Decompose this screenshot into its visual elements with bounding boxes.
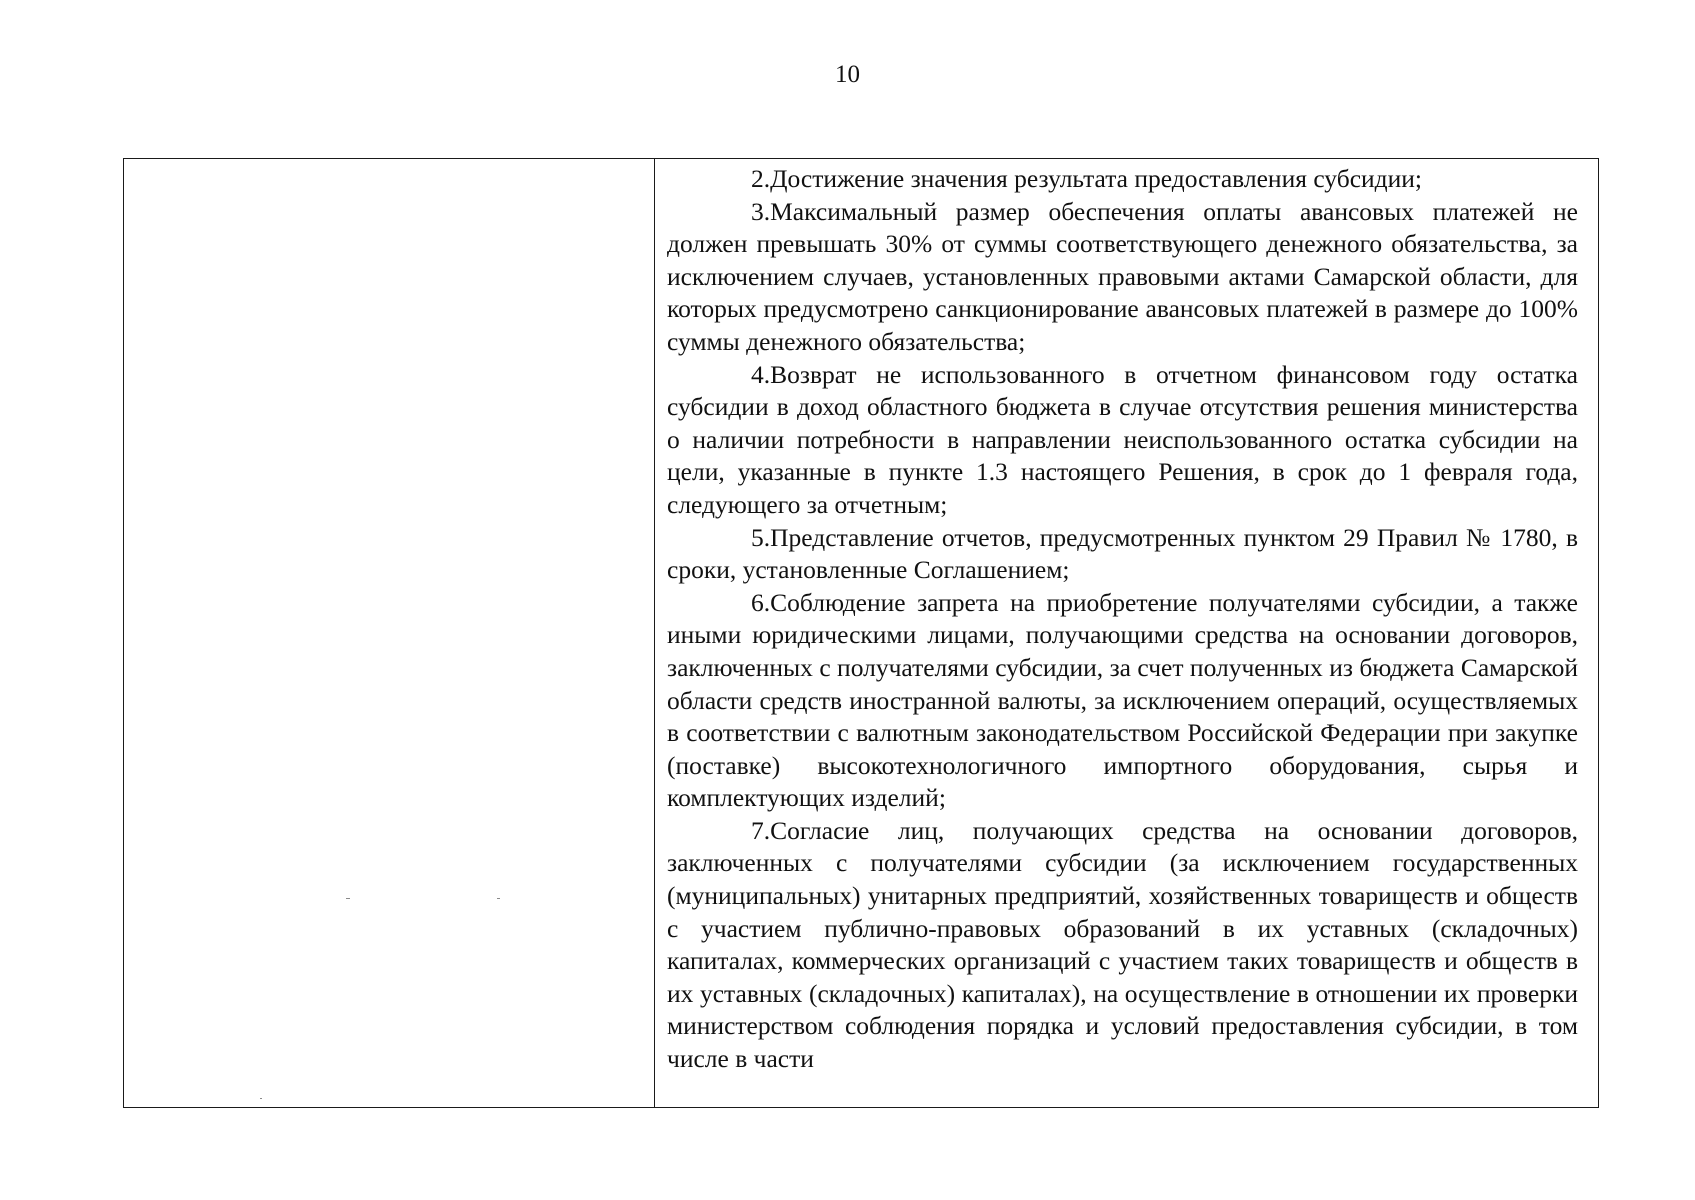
- list-item: [667, 815, 1578, 1076]
- table-right-cell: [655, 159, 1598, 1107]
- item-text: Максимальный размер обеспечения оплаты авансовых платежей не должен превышать 30% от суммы соответствующего денежного обязательства, за исключением случаев, установленных правовыми актами Самарской области, для которых предусмотрено санкционирование авансовых платежей в размере до 100% суммы денежного обязательства;: [667, 196, 1578, 356]
- item-number: 6.: [751, 587, 771, 617]
- item-text: Достижение значения результата предоставления субсидии;: [770, 164, 1423, 193]
- item-text: Соблюдение запрета на приобретение получателями субсидии, а также иными юридическими лицами, получающими средства на основании договоров, заключенных с получателями субсидии, за счет полученных из бюджета Самарской области средств иностранной валюты, за исключением операций, осуществляемых в соответствии с валютным законодательством Российской Федерации при закупке (поставке) высокотехнологичного импортного оборудования, сырья и комплектующих изделий;: [667, 587, 1578, 813]
- item-number: 5.: [751, 522, 771, 552]
- list-item: [667, 359, 1578, 522]
- list-item: [667, 196, 1578, 359]
- table-left-cell: [124, 159, 655, 1107]
- item-text: Возврат не использованного в отчетном финансовом году остатка субсидии в доход областного бюджета в случае отсутствия решения министерства о наличии потребности в направлении неиспользованного остатка субсидии на цели, указанные в пункте 1.3 настоящего Решения, в срок до 1 февраля года, следующего за отчетным;: [667, 359, 1578, 519]
- item-number: 3.: [751, 196, 771, 226]
- list-item: [667, 522, 1578, 587]
- item-text: Представление отчетов, предусмотренных пунктом 29 Правил № 1780, в сроки, установленные Соглашением;: [667, 522, 1578, 585]
- item-number: 4.: [751, 359, 771, 389]
- page-number: 10: [835, 61, 860, 88]
- document-table: [123, 158, 1599, 1108]
- item-number: 7.: [751, 815, 771, 845]
- list-item: [667, 163, 1578, 196]
- list-item: [667, 587, 1578, 815]
- item-number: 2.: [751, 164, 771, 193]
- item-text: Согласие лиц, получающих средства на основании договоров, заключенных с получателями субсидии (за исключением государственных (муниципальных) унитарных предприятий, хозяйственных товариществ и обществ с участием публично-правовых образований в их уставных (складочных) капиталах, коммерческих организаций с участием таких товариществ и обществ в их уставных (складочных) капиталах), на осуществление в отношении их проверки министерством соблюдения порядка и условий предоставления субсидии, в том числе в части: [667, 815, 1578, 1074]
